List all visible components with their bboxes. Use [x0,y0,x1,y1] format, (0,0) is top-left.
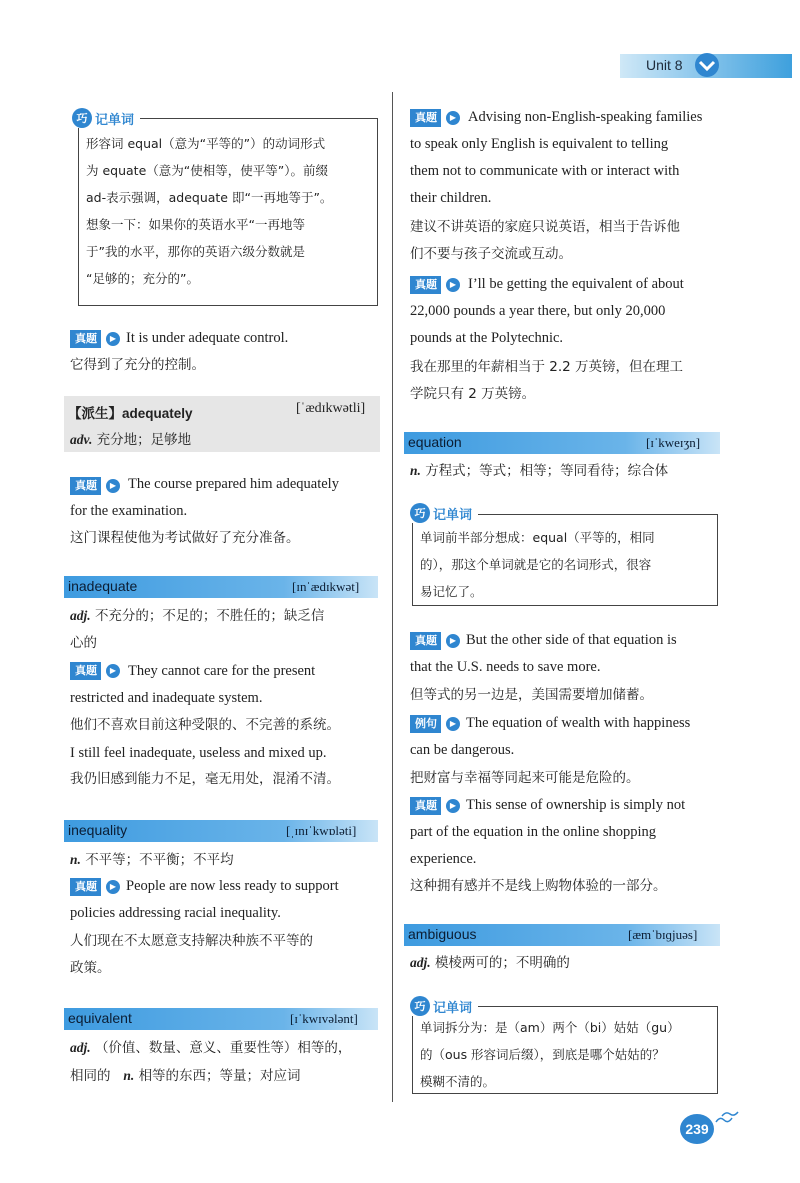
definition: 充分地；足够地 [96,432,192,448]
headword: equivalent [68,1010,132,1026]
definition-text: 不平等；不平衡；不平均 [85,852,234,868]
example-en [70,658,378,712]
example-en [70,471,378,525]
example-zh: 我仍旧感到能力不足，毫无用处，混淆不清。 [70,771,340,787]
example-en [410,271,718,352]
example-en-line: People are now less ready to support [126,878,339,894]
column-divider [392,92,393,1102]
headword: inequality [68,822,128,838]
headword: inadequate [68,578,138,594]
memo-icon: 巧 [410,503,430,523]
arrow-right-icon: ▶ [106,880,120,894]
exam-tag: 真题 [410,632,441,650]
headword: equation [408,434,462,450]
memo-text [420,1014,714,1095]
example-en-line: to speak only English is equivalent to telling [410,136,669,152]
memo-icon: 巧 [410,996,430,1016]
example-en-line: 22,000 pounds a year there, but only 20,000 [410,303,666,319]
example-zh: 他们不喜欢目前这种受限的、不完善的系统。 [70,717,340,733]
headword: ambiguous [408,926,477,942]
arrow-right-icon: ▶ [446,278,460,292]
part-of-speech: n. [410,463,421,478]
memo-title: 记单词 [433,507,473,523]
example-tag: 例句 [410,715,441,733]
memo-icon: 巧 [72,108,92,128]
memo-header [410,996,478,1016]
arrow-right-icon: ▶ [106,332,120,346]
example-zh-line: 们不要与孩子交流或互动。 [410,246,572,262]
example-en-line: restricted and inadequate system. [70,690,263,706]
definition [70,1034,382,1090]
exam-tag: 真题 [410,109,441,127]
example-zh: 这种拥有感并不是线上购物体验的一部分。 [410,878,667,894]
memo-line: 的（ous 形容词后缀），到底是哪个姑姑的？ [420,1047,665,1062]
memo-line: ad-表示强调，adequate 即“一再地等于”。 [86,190,333,205]
example-en: It is under adequate control. [126,330,289,346]
arrow-right-icon: ▶ [106,664,120,678]
example-zh [410,214,680,268]
arrow-right-icon: ▶ [446,111,460,125]
example-zh: 这门课程使他为考试做好了充分准备。 [70,530,300,546]
exam-tag: 真题 [70,662,101,680]
arrow-right-icon: ▶ [446,717,460,731]
wave-decoration-icon [714,1108,740,1128]
part-of-speech: n. [123,1068,135,1083]
definition [410,949,570,977]
part-of-speech: adj. [410,955,431,970]
memo-line: 模糊不清的。 [420,1074,496,1089]
definition-text: 模棱两可的；不明确的 [434,955,570,971]
exam-tag: 真题 [410,276,441,294]
example-en-line: their children. [410,190,492,206]
definition [70,846,234,874]
example-en-line: But the other side of that equation is [466,632,677,648]
definition-text: 方程式；等式；相等；等同看待；综合体 [425,463,669,479]
example-en [410,104,718,212]
example-en-line: for the examination. [70,503,188,519]
memo-line: 形容词 equal（意为“平等的”）的动词形式 [86,136,326,151]
example-en-line: policies addressing racial inequality. [70,905,281,921]
example-en-line: This sense of ownership is simply not [466,797,686,813]
headword-phonetic: [ˌɪnɪˈkwɒləti] [286,823,357,838]
example-en-line: The equation of wealth with happiness [466,715,691,731]
example-en-line: them not to communicate with or interact with [410,163,680,179]
example-en [410,792,718,873]
chevron-down-icon [694,52,720,78]
arrow-right-icon: ▶ [106,479,120,493]
headword-phonetic: [ɪˈkweɪʒn] [646,435,701,450]
example-en-line: They cannot care for the present [128,663,316,679]
definition [410,457,668,485]
example-zh: 但等式的另一边是，美国需要增加储蓄。 [410,687,653,703]
derivative-phonetic: [ˈædɪkwətli] [296,401,366,416]
memo-line: “足够的；充分的”。 [86,271,199,286]
example-zh-line: 建议不讲英语的家庭只说英语，相当于告诉他 [410,219,680,235]
example-en: I still feel inadequate, useless and mixed up. [70,745,327,761]
memo-line: 为 equate（意为“使相等，使平等”）。前缀 [86,163,328,178]
example-zh-line: 学院只有 2 万英镑。 [410,386,536,402]
part-of-speech: adj. [70,1040,91,1055]
memo-title: 记单词 [95,112,135,128]
arrow-right-icon: ▶ [446,799,460,813]
example-en [70,873,378,927]
example-zh [410,354,683,408]
example-en [410,710,718,764]
definition-line: 不充分的；不足的；不胜任的；缺乏信 [94,608,325,624]
memo-header [72,108,140,128]
example-zh: 把财富与幸福等同起来可能是危险的。 [410,770,640,786]
memo-line: 易记忆了。 [420,584,483,599]
headword-phonetic: [ɪˈkwɪvələnt] [290,1011,358,1026]
memo-line: 的），那这个单词就是它的名词形式，很容 [420,557,652,572]
arrow-right-icon: ▶ [446,634,460,648]
memo-header [410,503,478,523]
example-zh-line: 政策。 [70,960,111,976]
example-zh [70,928,313,982]
definition-line: 相同的 [70,1068,111,1084]
memo-title: 记单词 [433,1000,473,1016]
exam-tag: 真题 [70,330,101,348]
example-en-line: experience. [410,851,477,867]
example-en-line: pounds at the Polytechnic. [410,330,564,346]
derivative-def [70,426,191,454]
definition-line: 相等的东西；等量；对应词 [138,1068,301,1084]
headword-phonetic: [æmˈbɪɡjuəs] [628,927,698,942]
memo-text [86,130,372,292]
definition-line: （价值、数量、意义、重要性等）相等的， [94,1040,352,1056]
memo-text [420,524,714,605]
example-en [410,627,718,681]
memo-line: 单词拆分为：是（am）两个（bi）姑姑（gu） [420,1020,680,1035]
page-number: 239 [680,1114,714,1144]
part-of-speech: adv. [70,432,93,447]
example-zh-line: 人们现在不太愿意支持解决种族不平等的 [70,933,313,949]
definition-line: 心的 [70,635,97,651]
memo-line: 想象一下：如果你的英语水平“一再地等 [86,217,305,232]
memo-line: 于”我的水平，那你的英语六级分数就是 [86,244,305,259]
derivative-title: 【派生】adequately [68,406,193,421]
definition [70,602,380,657]
example-en-line: The course prepared him adequately [128,476,339,492]
example-en-line: Advising non-English-speaking families [468,109,703,125]
example-en-line: part of the equation in the online shopping [410,824,657,840]
example-zh-line: 我在那里的年薪相当于 2.2 万英镑，但在理工 [410,359,684,375]
exam-tag: 真题 [410,797,441,815]
headword-phonetic: [ɪnˈædɪkwət] [292,579,360,594]
exam-tag: 真题 [70,878,101,896]
example-zh: 它得到了充分的控制。 [70,357,205,373]
part-of-speech: adj. [70,608,91,623]
unit-label: Unit 8 [646,57,683,73]
exam-tag: 真题 [70,477,101,495]
part-of-speech: n. [70,852,81,867]
example-en-line: I’ll be getting the equivalent of about [468,276,684,292]
memo-line: 单词前半部分想成：equal（平等的，相同 [420,530,655,545]
example-en-line: that the U.S. needs to save more. [410,659,601,675]
example-en-line: can be dangerous. [410,742,515,758]
